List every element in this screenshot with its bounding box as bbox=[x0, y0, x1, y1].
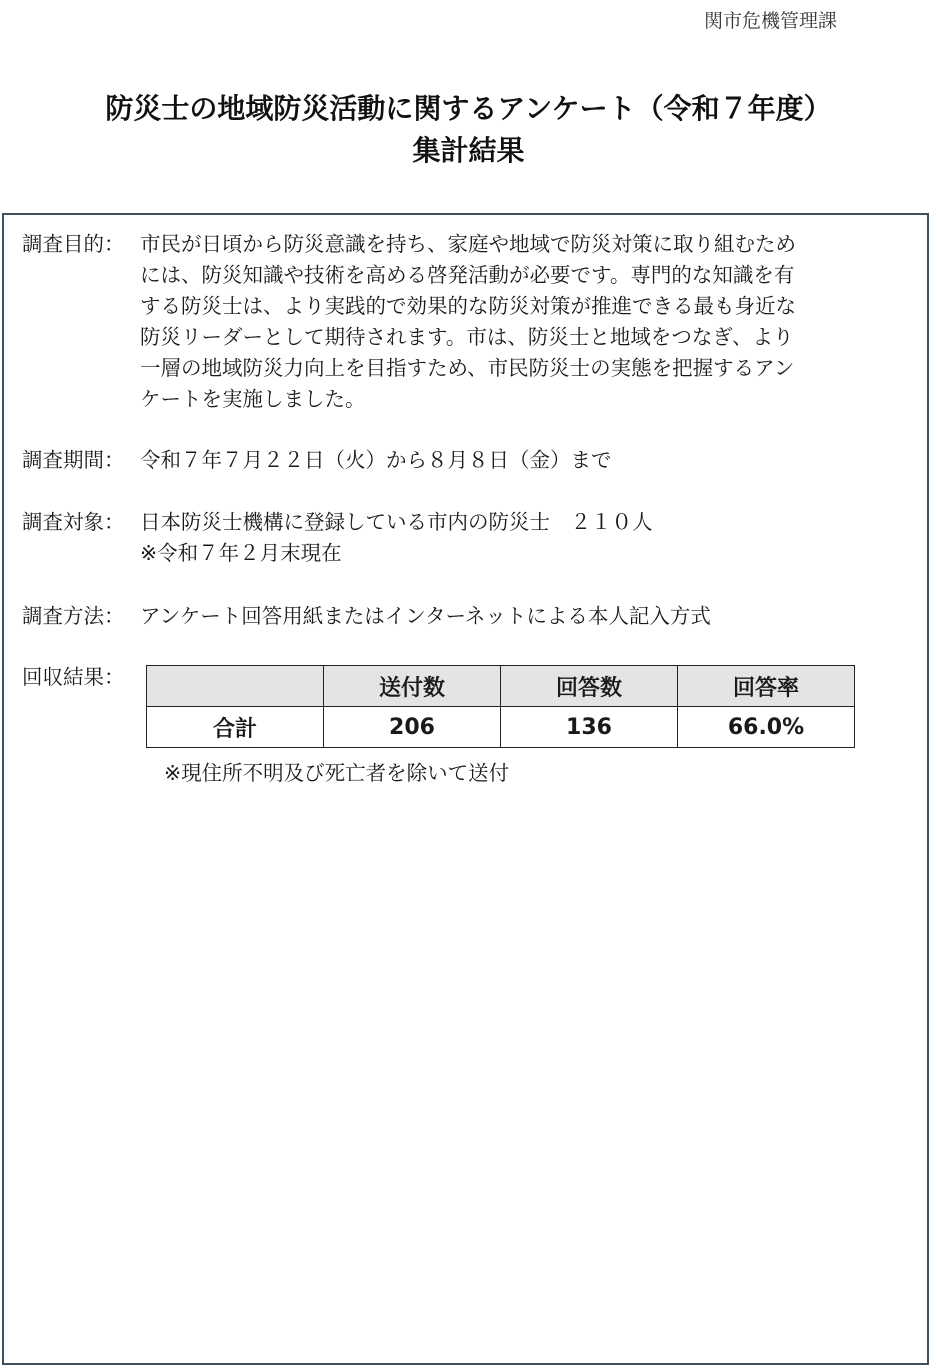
period-label: 調査期間： bbox=[22, 448, 125, 472]
method-text bbox=[140, 601, 910, 632]
table-header-row bbox=[147, 666, 855, 707]
header-cell-rate: 回答率 bbox=[678, 666, 855, 707]
table-row bbox=[147, 707, 855, 748]
results-note: ※現住所不明及び死亡者を除いて送付 bbox=[164, 761, 510, 785]
results-table bbox=[146, 665, 855, 748]
header-cell-sent: 送付数 bbox=[324, 666, 501, 707]
cell-response-rate: 66.0% bbox=[678, 707, 855, 748]
target-text bbox=[140, 507, 910, 569]
results-label: 回収結果： bbox=[22, 665, 125, 689]
target-line-1: 日本防災士機構に登録している市内の防災士 ２１０人 bbox=[140, 510, 653, 534]
cell-response-count: 136 bbox=[501, 707, 678, 748]
page-title bbox=[0, 88, 937, 172]
target-line-2: ※令和７年２月末現在 bbox=[140, 541, 342, 565]
purpose-line: ケートを実施しました。 bbox=[140, 387, 366, 411]
department-name: 関市危機管理課 bbox=[704, 10, 838, 32]
purpose-line: 市民が日頃から防災意識を持ち、家庭や地域で防災対策に取り組むため bbox=[140, 232, 796, 256]
target-label: 調査対象： bbox=[22, 510, 125, 534]
purpose-line: には、防災知識や技術を高める啓発活動が必要です。専門的な知識を有 bbox=[140, 263, 795, 287]
method-value: アンケート回答用紙またはインターネットによる本人記入方式 bbox=[140, 604, 711, 628]
method-label: 調査方法： bbox=[22, 604, 125, 628]
purpose-label: 調査目的： bbox=[22, 232, 125, 256]
purpose-line: 一層の地域防災力向上を目指すため、市民防災士の実態を把握するアン bbox=[140, 356, 795, 380]
survey-summary-box bbox=[2, 213, 929, 1365]
row-label-total: 合計 bbox=[147, 707, 324, 748]
title-line-1: 防災士の地域防災活動に関するアンケート（令和７年度） bbox=[105, 92, 832, 125]
purpose-line: 防災リーダーとして期待されます。市は、防災士と地域をつなぎ、より bbox=[140, 325, 794, 349]
purpose-line: する防災士は、より実践的で効果的な防災対策が推進できる最も身近な bbox=[140, 294, 796, 318]
cell-sent-count: 206 bbox=[324, 707, 501, 748]
period-text bbox=[140, 445, 910, 476]
title-line-2: 集計結果 bbox=[412, 134, 525, 167]
purpose-text bbox=[140, 229, 910, 415]
header-cell-blank bbox=[147, 666, 324, 707]
header-cell-responses: 回答数 bbox=[501, 666, 678, 707]
period-value: 令和７年７月２２日（火）から８月８日（金）まで bbox=[140, 448, 612, 472]
